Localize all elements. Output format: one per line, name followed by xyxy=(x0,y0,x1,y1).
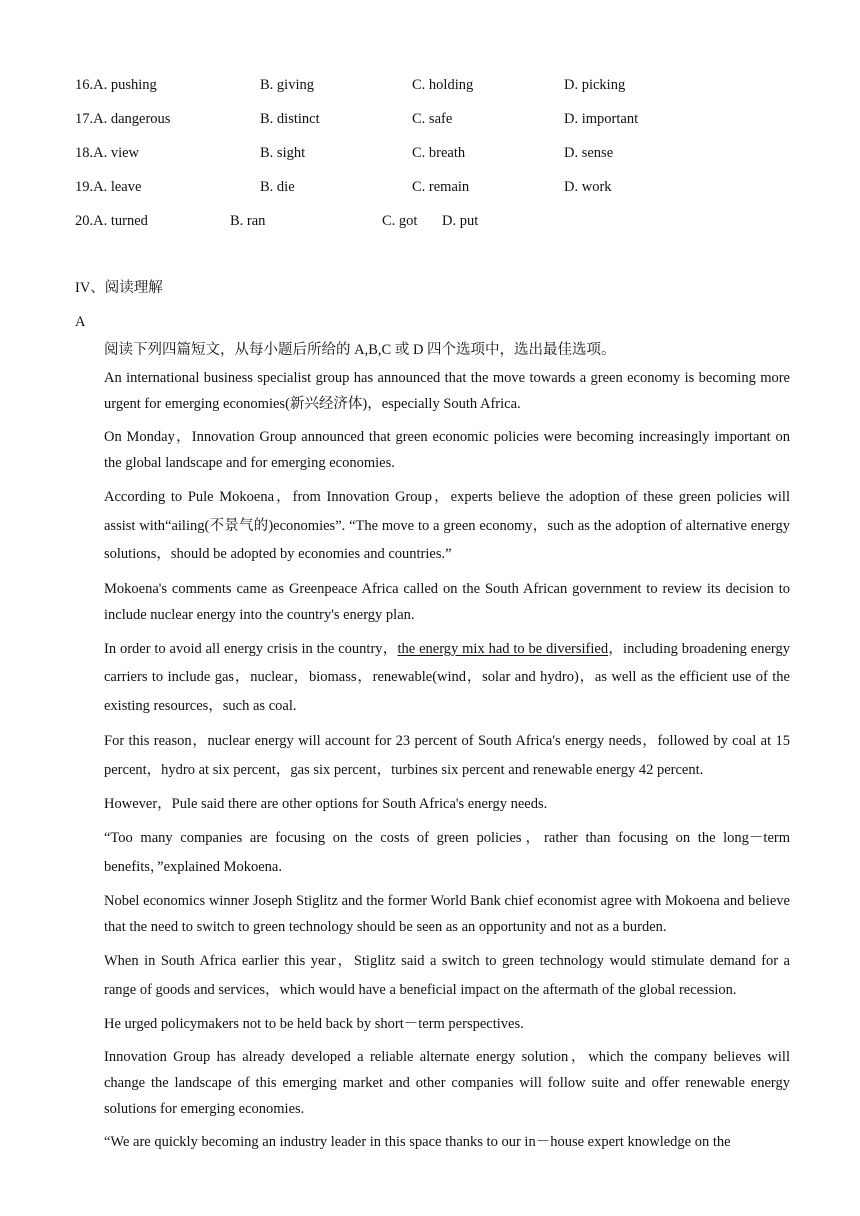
option-d: D. put xyxy=(442,213,479,229)
option-b: B. sight xyxy=(260,145,306,161)
option-d: D. sense xyxy=(564,145,614,161)
reading-passage xyxy=(104,337,790,1162)
section-title: IV、阅读理解 xyxy=(75,280,163,296)
paragraph-6: For this reason，nuclear energy will account for 23 percent of South Africa's energy needs，followed by coal at 15 percent，hydro at six percent，gas six percent，turbines six percent and renewable energy 42 percent. xyxy=(104,733,790,778)
option-c: C. holding xyxy=(412,77,474,93)
option-a: 17.A. dangerous xyxy=(75,111,171,127)
paragraph-2: On Monday，Innovation Group announced that green economic policies were becoming increasingly important on the global landscape and for emerging economies. xyxy=(104,429,790,471)
paragraph-5-start: In order to avoid all energy crisis in the country， xyxy=(104,640,398,657)
option-c: C. remain xyxy=(412,179,470,195)
option-b: B. die xyxy=(260,179,295,195)
option-b: B. distinct xyxy=(260,111,320,127)
part-label: A xyxy=(75,314,86,330)
underlined-phrase: the energy mix had to be diversified xyxy=(397,640,609,657)
paragraph-1: An international business specialist group has announced that the move towards a green economy is becoming more urgent for emerging economies(新兴经济体)，especially South Africa. xyxy=(104,370,790,412)
paragraph-7: However，Pule said there are other options for South Africa's energy needs. xyxy=(104,796,548,812)
paragraph-8: “Too many companies are focusing on the costs of green policies，rather than focusing on the long－term benefits，”explained Mokoena. xyxy=(104,830,790,875)
paragraph-11: He urged policymakers not to be held back by short－term perspectives. xyxy=(104,1016,524,1032)
option-b: B. giving xyxy=(260,77,314,93)
option-d: D. important xyxy=(564,111,639,127)
paragraph-3: According to Pule Mokoena，from Innovation Group，experts believe the adoption of these green policies will assist with“ailing(不景气的)economies”. “The move to a green economy，such as the adoption of alternative energy solutions，should be adopted by economies and countries.” xyxy=(104,489,790,562)
option-d: D. work xyxy=(564,179,612,195)
option-b: B. ran xyxy=(230,213,266,229)
paragraph-4: Mokoena's comments came as Greenpeace Africa called on the South African government to review its decision to include nuclear energy into the country's energy plan. xyxy=(104,580,790,623)
option-c: C. got xyxy=(382,213,418,229)
paragraph-10: When in South Africa earlier this year，Stiglitz said a switch to green technology would stimulate demand for a range of goods and services，which would have a beneficial impact on the aftermath of the global recession. xyxy=(104,953,790,998)
option-d: D. picking xyxy=(564,77,626,93)
option-a: 19.A. leave xyxy=(75,179,142,195)
paragraph-5 xyxy=(104,635,790,721)
paragraph-9: Nobel economics winner Joseph Stiglitz and the former World Bank chief economist agree with Mokoena and believe that the need to switch to green technology should be seen as an opportunity and not as a burden. xyxy=(104,893,790,935)
option-c: C. breath xyxy=(412,145,466,161)
instruction: 阅读下列四篇短文，从每小题后所给的 A,B,C 或 D 四个选项中，选出最佳选项。 xyxy=(104,342,616,358)
option-a: 18.A. view xyxy=(75,145,140,161)
option-c: C. safe xyxy=(412,111,453,127)
paragraph-12: Innovation Group has already developed a reliable alternate energy solution，which the company believes will change the landscape of this emerging market and other companies will follow suite and offer renewable energy solutions for emerging economies. xyxy=(104,1049,790,1117)
option-a: 20.A. turned xyxy=(75,213,148,229)
option-a: 16.A. pushing xyxy=(75,77,157,93)
paragraph-13: “We are quickly becoming an industry leader in this space thanks to our in－house expert knowledge on the xyxy=(104,1134,731,1150)
paragraph-5-end: ，including broadening energy carriers to include gas，nuclear，biomass，renewable(wind，solar and hydro)，as well as the efficient use of the existing resources，such as coal. xyxy=(104,640,790,714)
